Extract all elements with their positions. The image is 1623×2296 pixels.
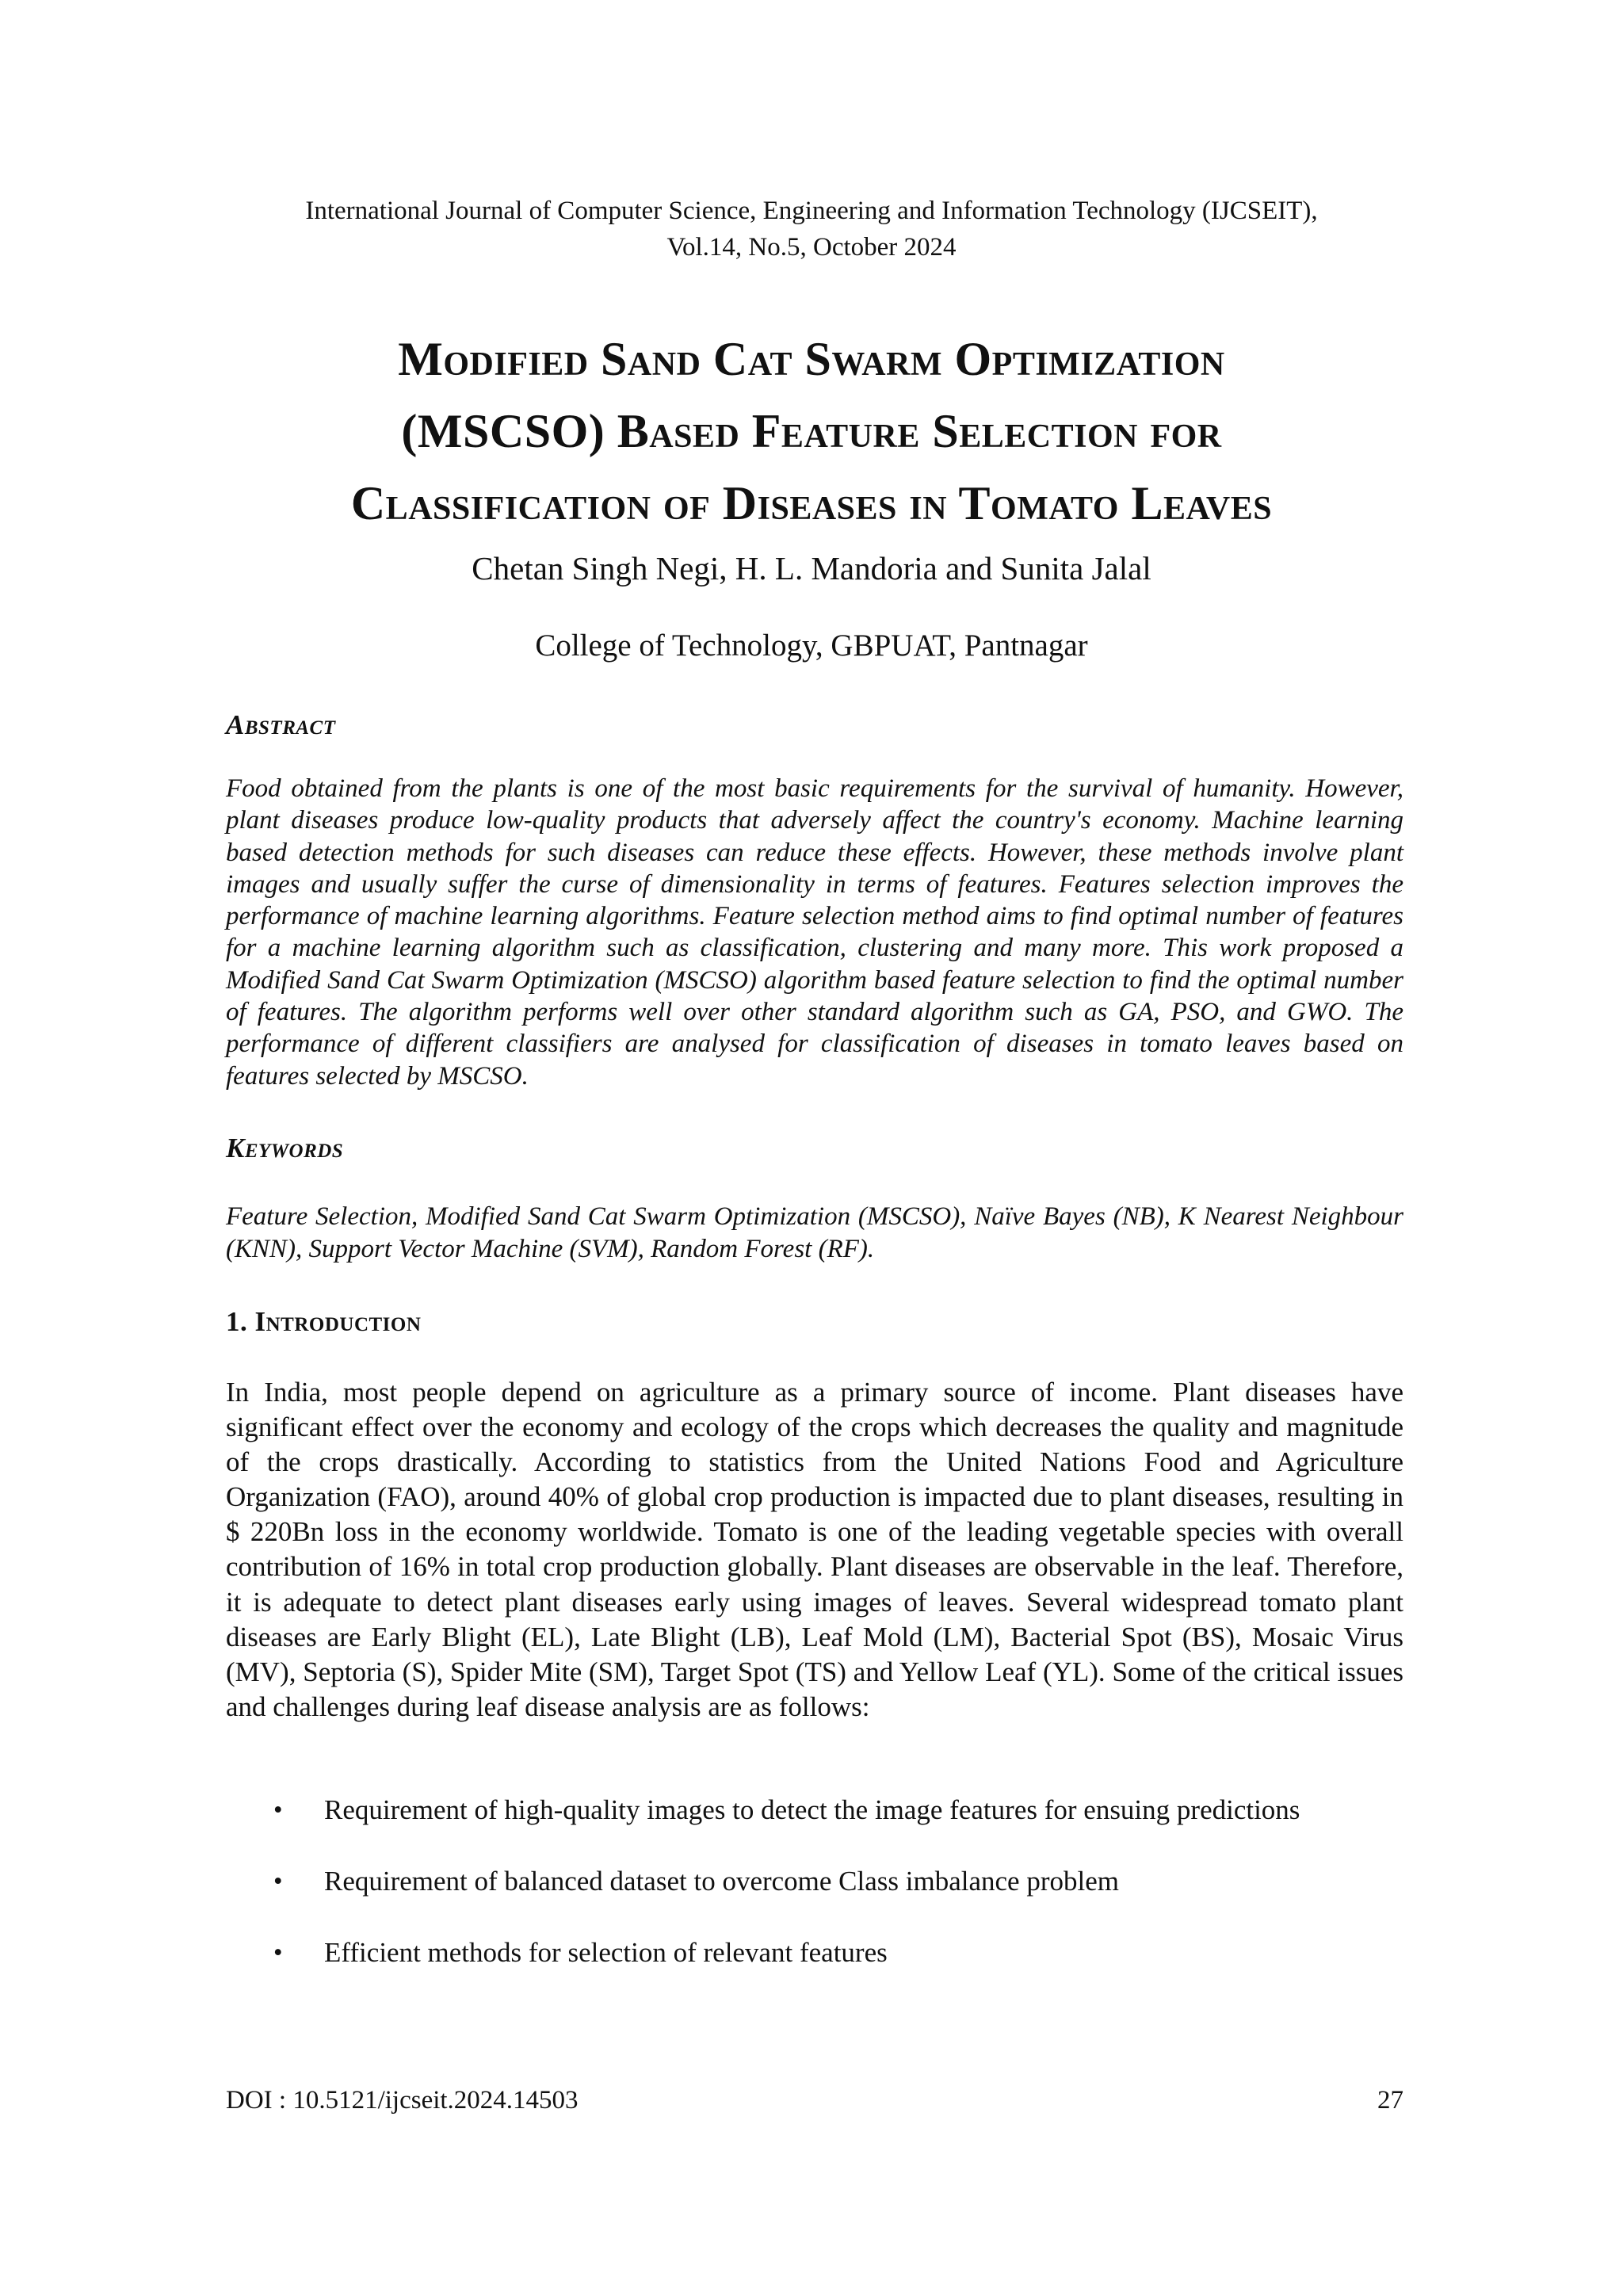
title-line-2: (MSCSO) Based Feature Selection for [401, 405, 1222, 457]
doi: DOI : 10.5121/ijcseit.2024.14503 [226, 2086, 579, 2115]
list-item [226, 1935, 1403, 2007]
paper-title [158, 323, 1465, 540]
abstract-text: Food obtained from the plants is one of the most basic requirements for the survival of humanity. However, plant diseases produce low-quality products that adversely affect the country's economy. Machine learning based detection methods for such diseases can reduce these effects. However, these methods involve plant images and usually suffer the curse of dimensionality in terms of features. Features selection improves the performance of machine learning algorithms. Feature selection method aims to find optimal number of features for a machine learning algorithm such as classification, clustering and many more. This work proposed a Modified Sand Cat Swarm Optimization (MSCSO) algorithm based feature selection to find the optimal number of features. The algorithm performs well over other standard algorithm such as GA, PSO, and GWO. The performance of different classifiers are analysed for classification of diseases in tomato leaves based on features selected by MSCSO. [226, 774, 1403, 1091]
journal-header [0, 193, 1623, 266]
bullet-icon: • [273, 1939, 283, 1967]
abstract-heading: Abstract [226, 709, 336, 740]
title-line-1: Modified Sand Cat Swarm Optimization [398, 333, 1225, 385]
page-number: 27 [1377, 2086, 1403, 2115]
keywords-text: Feature Selection, Modified Sand Cat Swarm Optimization (MSCSO), Naïve Bayes (NB), K Nearest Neighbour (KNN), Support Vector Machine (SVM), Random Forest (RF). [226, 1202, 1403, 1263]
list-item [226, 1793, 1403, 1864]
list-item [226, 1864, 1403, 1935]
authors: Chetan Singh Negi, H. L. Mandoria and Sunita Jalal [472, 550, 1151, 586]
affiliation: College of Technology, GBPUAT, Pantnagar [535, 628, 1088, 663]
list-item-text: Requirement of balanced dataset to overcome Class imbalance problem [324, 1866, 1119, 1897]
keywords-heading: Keywords [226, 1133, 344, 1163]
journal-volume: Vol.14, No.5, October 2024 [666, 233, 957, 262]
list-item-text: Requirement of high-quality images to detect the image features for ensuing predictions [324, 1794, 1300, 1825]
journal-name: International Journal of Computer Science, Engineering and Information Technology (IJCSEIT), [305, 197, 1318, 225]
introduction-heading: 1. Introduction [226, 1306, 422, 1337]
bullet-icon: • [273, 1796, 283, 1824]
list-item-text: Efficient methods for selection of relevant features [324, 1937, 888, 1968]
title-line-3: Classification of Diseases in Tomato Leaves [350, 477, 1273, 529]
introduction-text: In India, most people depend on agriculture as a primary source of income. Plant diseases have significant effect over the economy and ecology of the crops which decreases the quality and magnitude of the crops drastically. According to statistics from the United Nations Food and Agriculture Organization (FAO), around 40% of global crop production is impacted due to plant diseases, resulting in $ 220Bn loss in the economy worldwide. Tomato is one of the leading vegetable species with overall contribution of 16% in total crop production globally. Plant diseases are observable in the leaf. Therefore, it is adequate to detect plant diseases early using images of leaves. Several widespread tomato plant diseases are Early Blight (EL), Late Blight (LB), Leaf Mold (LM), Bacterial Spot (BS), Mosaic Virus (MV), Septoria (S), Spider Mite (SM), Target Spot (TS) and Yellow Leaf (YL). Some of the critical issues and challenges during leaf disease analysis are as follows: [226, 1377, 1403, 1722]
challenges-list [226, 1793, 1403, 2007]
bullet-icon: • [273, 1867, 283, 1896]
